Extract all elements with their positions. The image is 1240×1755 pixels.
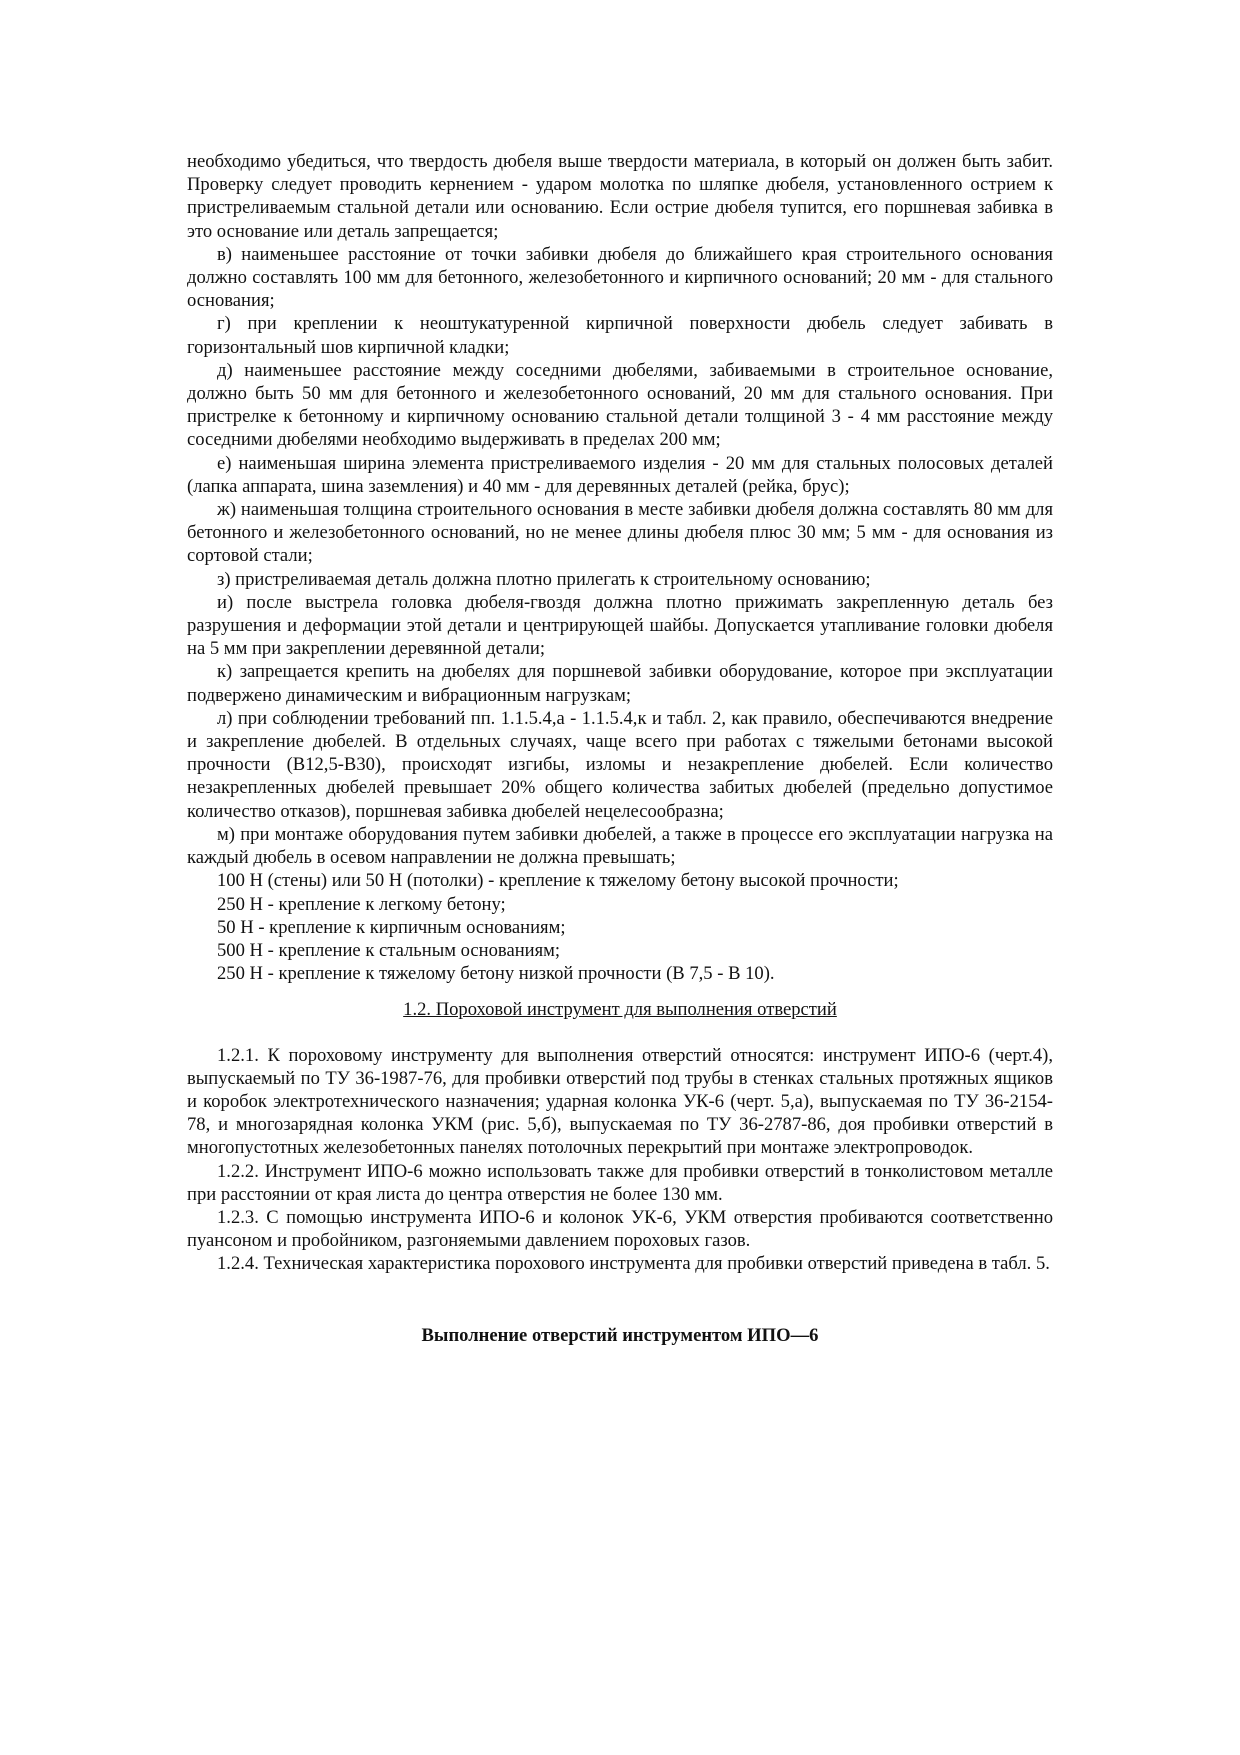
paragraph-item-z: з) пристреливаемая деталь должна плотно прилегать к строительному основанию; bbox=[217, 568, 871, 590]
caption-gap bbox=[187, 1276, 1053, 1310]
table-caption: Выполнение отверстий инструментом ИПО—6 bbox=[421, 1324, 819, 1346]
paragraph-item-m: м) при монтаже оборудования путем забивки дюбелей, а также в процессе его эксплуатации нагрузка на каждый дюбель в осевом направлении не должна превышать; bbox=[187, 823, 1053, 869]
load-line-heavy-concrete-low: 250 Н - крепление к тяжелому бетону низкой прочности (В 7,5 - В 10). bbox=[217, 963, 775, 985]
load-line-brick: 50 Н - крепление к кирпичным основаниям; bbox=[217, 916, 566, 938]
section-gap bbox=[187, 1022, 1053, 1044]
paragraph-1-2-3: 1.2.3. С помощью инструмента ИПО-6 и колонок УК-6, УКМ отверстия пробиваются соответственно пуансоном и пробойником, разгоняемыми давлением пороховых газов. bbox=[187, 1206, 1053, 1252]
paragraph-item-i: и) после выстрела головка дюбеля-гвоздя должна плотно прижимать закрепленную деталь без разрушения и деформации этой детали и центрирующей шайбы. Допускается утапливание головки дюбеля на 5 мм при закреплении деревянной детали; bbox=[187, 591, 1053, 660]
paragraph-dowel-hardness: необходимо убедиться, что твердость дюбеля выше твердости материала, в который он должен быть забит. Проверку следует проводить кернением - ударом молотка по шляпке дюбеля, установленного острием к пристреливаемым стальной детали или основанию. Если острие дюбеля тупится, его поршневая забивка в это основание или деталь запрещается; bbox=[187, 151, 1053, 242]
paragraph-item-d: д) наименьшее расстояние между соседними дюбелями, забиваемыми в строительное основание, должно быть 50 мм для бетонного и железобетонного оснований, 20 мм для стального основания. При пристрелке к бетонному и кирпичному основанию стальной детали толщиной 3 - 4 мм расстояние между соседними дюбелями необходимо выдерживать в пределах 200 мм; bbox=[187, 359, 1053, 451]
paragraph-item-g: г) при креплении к неоштукатуренной кирпичной поверхности дюбель следует забивать в горизонтальный шов кирпичной кладки; bbox=[187, 313, 1053, 358]
paragraph-1-2-1: 1.2.1. К пороховому инструменту для выполнения отверстий относятся: инструмент ИПО-6 (черт.4), выпускаемый по ТУ 36-1987-76, для пробивки отверстий под трубы в стенках стальных протяжных ящиков и коробок электротехнического назначения; ударная колонка УК-6 (черт. 5,а), выпускаемая по ТУ 36-2154-78, и многозарядная колонка УКМ (рис. 5,б), выпускаемая по ТУ 36-2787-86, доя пробивки отверстий в многопустотных железобетонных панелях потолочных перекрытий при монтаже электропроводок. bbox=[187, 1044, 1053, 1159]
paragraph-item-e: е) наименьшая ширина элемента пристреливаемого изделия - 20 мм для стальных полосовых деталей (лапка аппарата, шина заземления) и 40 мм - для деревянных деталей (рейка, брус); bbox=[187, 452, 1053, 497]
paragraph-item-l: л) при соблюдении требований пп. 1.1.5.4,а - 1.1.5.4,к и табл. 2, как правило, обеспечиваются внедрение и закрепление дюбелей. В отдельных случаях, чаще всего при работах с тяжелыми бетонами высокой прочности (В12,5-В30), происходят изгибы, изломы и незакрепление дюбелей. Если количество незакрепленных дюбелей превышает 20% общего количества забитых дюбелей (предельно допустимое количество отказов), поршневая забивка дюбелей нецелесообразна; bbox=[187, 707, 1053, 822]
document-body bbox=[187, 150, 1053, 1347]
paragraph-item-zh: ж) наименьшая толщина строительного основания в месте забивки дюбеля должна составлять 80 мм для бетонного и железобетонного оснований, но не менее длины дюбеля плюс 30 мм; 5 мм - для основания из сортовой стали; bbox=[187, 499, 1053, 567]
load-line-steel: 500 Н - крепление к стальным основаниям; bbox=[217, 939, 561, 961]
paragraph-item-v: в) наименьшее расстояние от точки забивки дюбеля до ближайшего края строительного основания должно составлять 100 мм для бетонного, железобетонного и кирпичного оснований; 20 мм - для стального основания; bbox=[187, 243, 1053, 312]
load-line-heavy-concrete-high: 100 Н (стены) или 50 Н (потолки) - крепление к тяжелому бетону высокой прочности; bbox=[217, 870, 899, 892]
load-line-light-concrete: 250 Н - крепление к легкому бетону; bbox=[217, 893, 506, 915]
section-heading: 1.2. Пороховой инструмент для выполнения отверстий bbox=[403, 999, 837, 1021]
paragraph-item-k: к) запрещается крепить на дюбелях для поршневой забивки оборудование, которое при эксплуатации подвержено динамическим и вибрационным нагрузкам; bbox=[187, 661, 1053, 706]
paragraph-1-2-4: 1.2.4. Техническая характеристика порохового инструмента для пробивки отверстий приведена в табл. 5. bbox=[217, 1253, 1050, 1275]
paragraph-1-2-2: 1.2.2. Инструмент ИПО-6 можно использовать также для пробивки отверстий в тонколистовом металле при расстоянии от края листа до центра отверстия не более 130 мм. bbox=[187, 1160, 1053, 1205]
